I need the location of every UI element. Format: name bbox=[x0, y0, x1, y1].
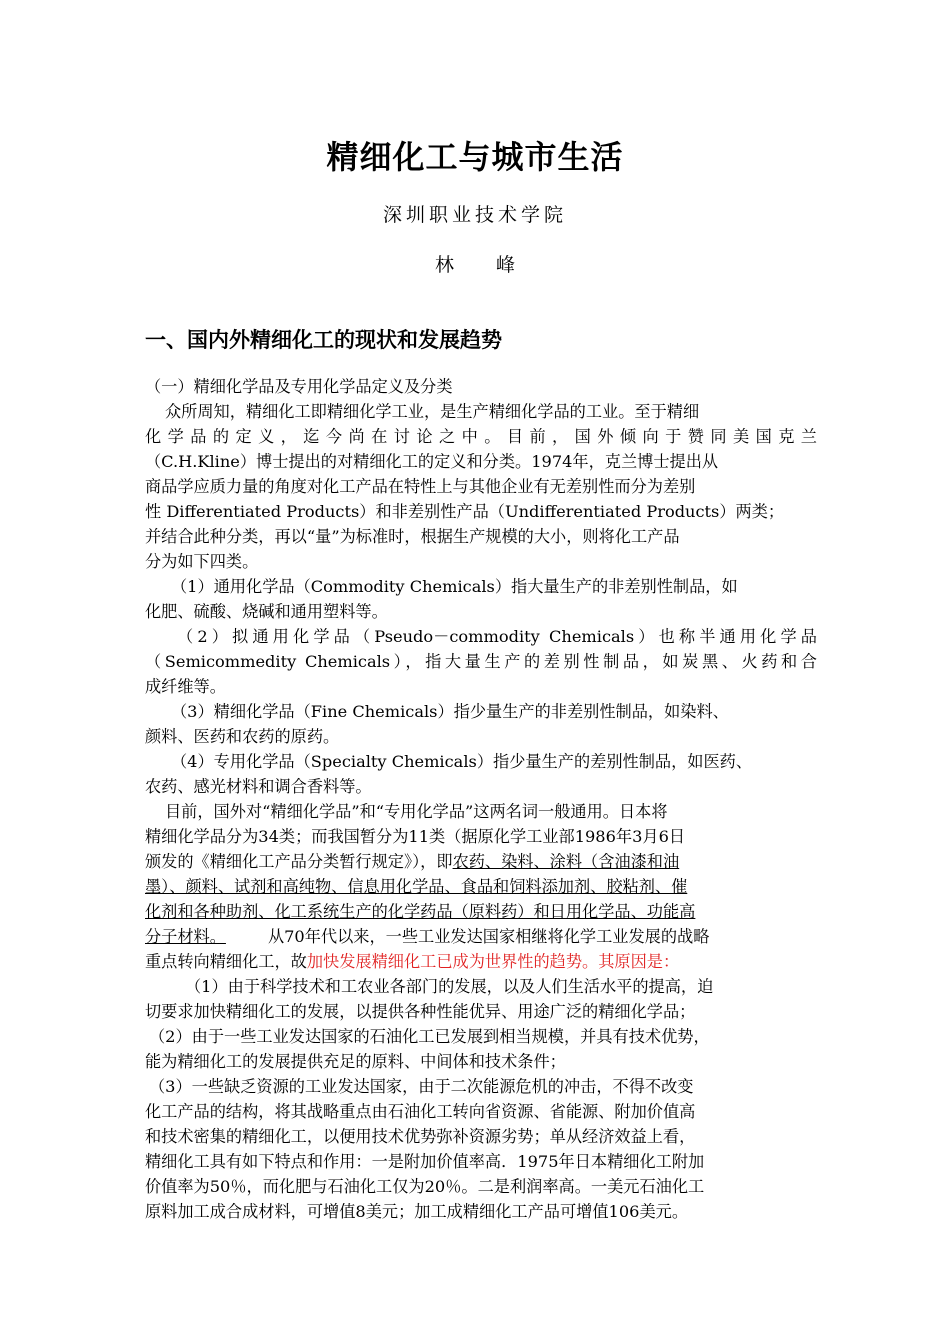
list-item-line: （Semicommedity Chemicals），指大量生产的差别性制品，如炭黑、火药和合 bbox=[145, 652, 817, 671]
paragraph-line: 众所周知，精细化工即精细化学工业，是生产精细化学品的工业。至于精细 bbox=[165, 402, 700, 421]
paragraph-line bbox=[145, 874, 817, 899]
text-span: 从70年代以来，一些工业发达国家相继将化学工业发展的战略 bbox=[267, 927, 710, 946]
list-item-line: （2）由于一些工业发达国家的石油化工已发展到相当规模，并具有技术优势， bbox=[149, 1027, 710, 1046]
list-item-line: （1）由于科学技术和工农业各部门的发展，以及人们生活水平的提高，迫 bbox=[185, 977, 714, 996]
paragraph-line: 分为如下四类。 bbox=[145, 552, 259, 571]
body-text bbox=[145, 374, 817, 1224]
list-item-line: （3）一些缺乏资源的工业发达国家，由于二次能源危机的冲击，不得不改变 bbox=[149, 1077, 694, 1096]
list-item-line: （4）专用化学品（Specialty Chemicals）指少量生产的差别性制品，如医药、 bbox=[171, 752, 753, 771]
document-title: 精细化工与城市生活 bbox=[326, 138, 624, 176]
author-name: 林 峰 bbox=[434, 254, 534, 276]
list-item-line: 化工产品的结构，将其战略重点由石油化工转向省资源、省能源、附加价值高 bbox=[145, 1102, 696, 1121]
underlined-text: 墨）、颜料、试剂和高纯物、信息用化学品、食品和饲料添加剂、胶粘剂、催 bbox=[145, 877, 688, 896]
list-item-line: （1）通用化学品（Commodity Chemicals）指大量生产的非差别性制品，如 bbox=[171, 577, 738, 596]
text-span: 颁发的《精细化工产品分类暂行规定》），即 bbox=[145, 852, 453, 871]
paragraph-line bbox=[145, 924, 817, 949]
paragraph-line: 商品学应质力量的角度对化工产品在特性上与其他企业有无差别性而分为差别 bbox=[145, 477, 696, 496]
list-item-line: （2）拟通用化学品（Pseudo－commodity Chemicals）也称半通用化学品 bbox=[177, 627, 817, 646]
list-item-line: 化肥、硫酸、烧碱和通用塑料等。 bbox=[145, 602, 388, 621]
paragraph-line: 目前，国外对“精细化学品”和“专用化学品”这两名词一般通用。日本将 bbox=[165, 802, 668, 821]
subsection-heading: （一）精细化学品及专用化学品定义及分类 bbox=[145, 377, 453, 396]
paragraph-line: 化学品的定义，迄今尚在讨论之中。目前，国外倾向于赞同美国克兰 bbox=[145, 427, 817, 446]
institution: 深圳职业技术学院 bbox=[382, 204, 567, 226]
list-item-line: 价值率为50％，而化肥与石油化工仅为20％。二是利润率高。一美元石油化工 bbox=[145, 1177, 705, 1196]
highlighted-text: 加快发展精细化工已成为世界性的趋势。其原因是： bbox=[306, 952, 680, 971]
list-item-line: （3）精细化学品（Fine Chemicals）指少量生产的非差别性制品，如染料、 bbox=[171, 702, 729, 721]
list-item-line: 颜料、医药和农药的原药。 bbox=[145, 727, 340, 746]
paragraph-line: （C.H.Kline）博士提出的对精细化工的定义和分类。1974年，克兰博士提出从 bbox=[145, 452, 719, 471]
list-item-line: 和技术密集的精细化工，以便用技术优势弥补资源劣势；单从经济效益上看， bbox=[145, 1127, 696, 1146]
underlined-text: 分子材料。 bbox=[145, 927, 226, 946]
text-span: 重点转向精细化工，故 bbox=[145, 952, 307, 971]
paragraph-line: 并结合此种分类，再以“量”为标准时，根据生产规模的大小，则将化工产品 bbox=[145, 527, 680, 546]
list-item-line: 原料加工成合成材料，可增值8美元；加工成精细化工产品可增值106美元。 bbox=[145, 1202, 689, 1221]
list-item-line: 精细化工具有如下特点和作用：一是附加价值率高．1975年日本精细化工附加 bbox=[145, 1152, 705, 1171]
list-item-line: 成纤维等。 bbox=[145, 677, 226, 696]
section-heading: 一、国内外精细化工的现状和发展趋势 bbox=[145, 328, 502, 352]
paragraph-line bbox=[145, 899, 817, 924]
underlined-text: 化剂和各种助剂、化工系统生产的化学药品（原料药）和日用化学品、功能高 bbox=[145, 902, 696, 921]
paragraph-line bbox=[145, 849, 817, 874]
list-item-line: 能为精细化工的发展提供充足的原料、中间体和技术条件； bbox=[145, 1052, 566, 1071]
underlined-text: 农药、染料、涂料（含油漆和油 bbox=[452, 852, 680, 871]
paragraph-line: 精细化学品分为34类；而我国暂分为11类（据原化学工业部1986年3月6日 bbox=[145, 827, 686, 846]
list-item-line: 切要求加快精细化工的发展，以提供各种性能优异、用途广泛的精细化学品； bbox=[145, 1002, 696, 1021]
paragraph-line bbox=[145, 949, 817, 974]
list-item-line: 农药、感光材料和调合香料等。 bbox=[145, 777, 372, 796]
paragraph-line: 性 Differentiated Products）和非差别性产品（Undifferentiated Products）两类； bbox=[145, 502, 785, 521]
